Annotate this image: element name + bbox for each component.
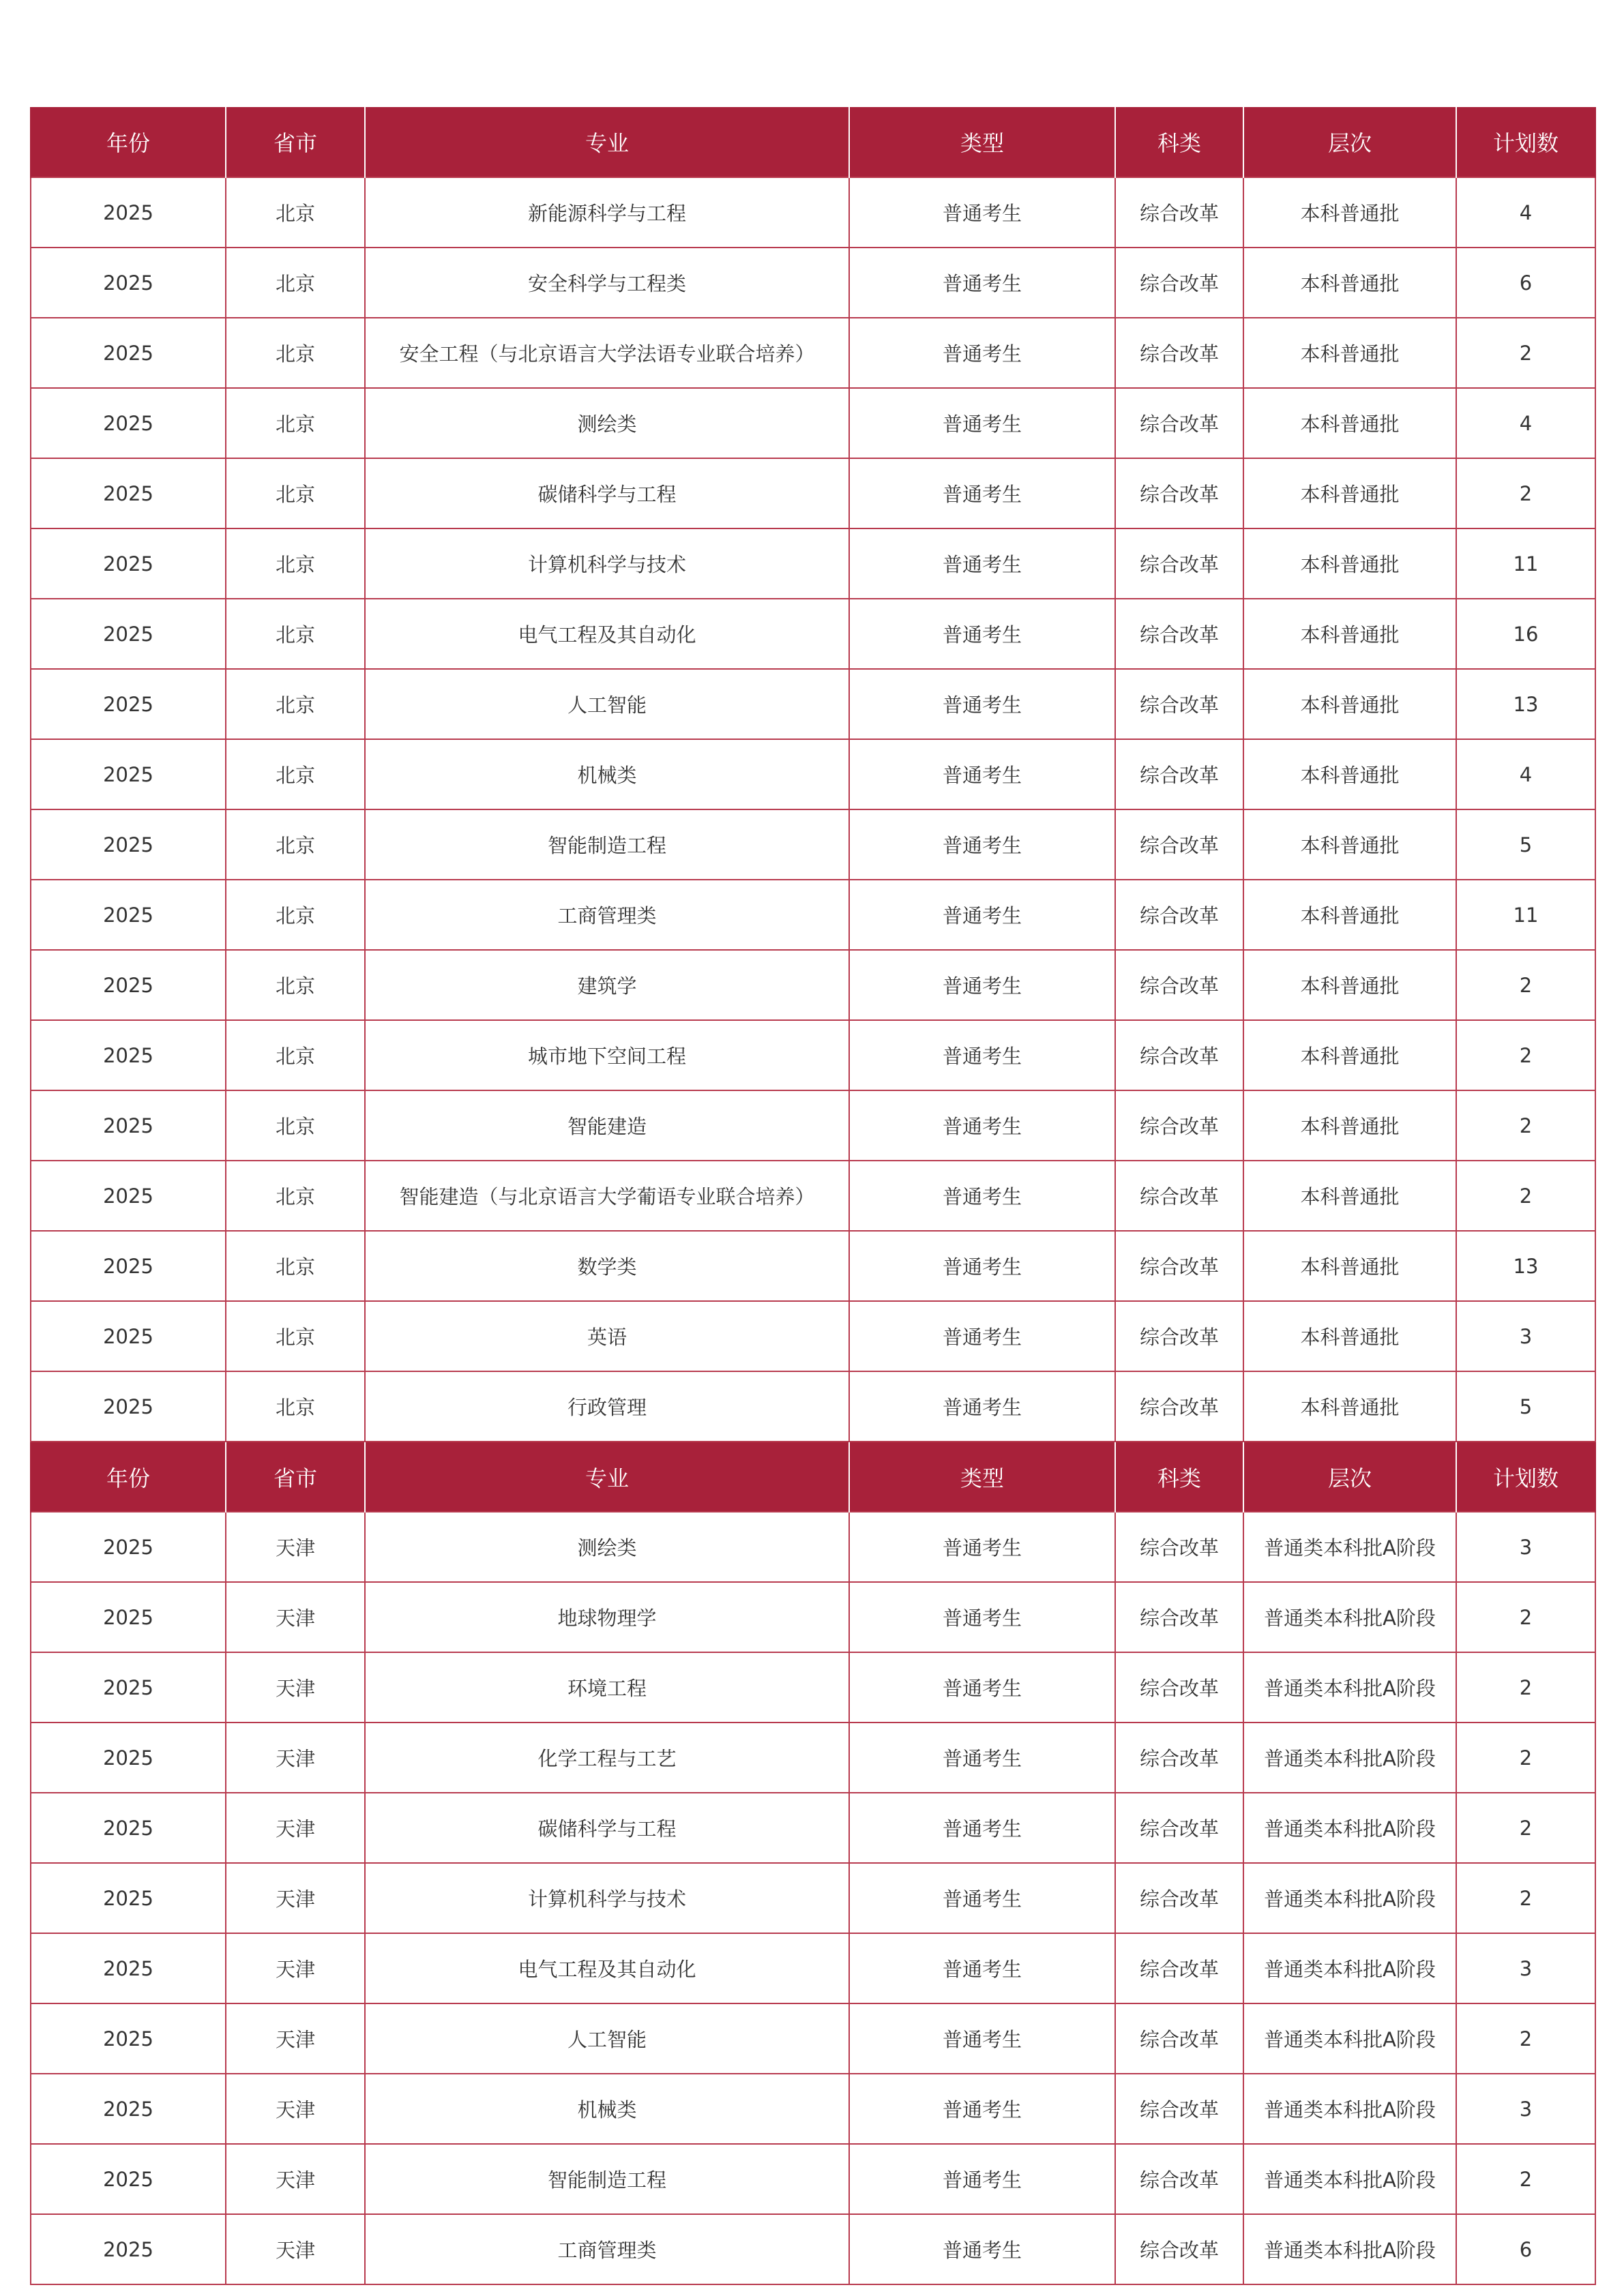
- cell-subject: 综合改革: [1115, 2144, 1243, 2214]
- cell-year: 2025: [31, 1793, 226, 1863]
- cell-year: 2025: [31, 318, 226, 388]
- cell-major: 安全科学与工程类: [365, 248, 849, 318]
- cell-plan-count: 2: [1456, 1863, 1595, 1933]
- table-row: [31, 1723, 1595, 1793]
- cell-year: 2025: [31, 950, 226, 1020]
- cell-year: 2025: [31, 1090, 226, 1161]
- cell-subject: 综合改革: [1115, 1723, 1243, 1793]
- cell-province: 北京: [226, 1301, 365, 1371]
- cell-plan-count: 5: [1456, 1371, 1595, 1442]
- cell-province: 天津: [226, 1723, 365, 1793]
- cell-province: 天津: [226, 2214, 365, 2284]
- cell-major: 人工智能: [365, 669, 849, 739]
- cell-province: 北京: [226, 1020, 365, 1090]
- cell-year: 2025: [31, 669, 226, 739]
- cell-student-type: 普通考生: [849, 2074, 1115, 2144]
- cell-subject: 综合改革: [1115, 1371, 1243, 1442]
- table-row: [31, 1933, 1595, 2003]
- cell-year: 2025: [31, 1723, 226, 1793]
- table-row: [31, 809, 1595, 880]
- cell-major: 工商管理类: [365, 880, 849, 950]
- cell-level: 普通类本科批A阶段: [1243, 2214, 1456, 2284]
- table-header-row: [31, 107, 1595, 177]
- cell-major: 安全工程（与北京语言大学法语专业联合培养）: [365, 318, 849, 388]
- cell-subject: 综合改革: [1115, 1090, 1243, 1161]
- column-header-year: 年份: [31, 107, 226, 177]
- cell-plan-count: 2: [1456, 2003, 1595, 2074]
- cell-subject: 综合改革: [1115, 458, 1243, 528]
- table-row: [31, 1512, 1595, 1582]
- cell-province: 天津: [226, 2144, 365, 2214]
- cell-subject: 综合改革: [1115, 388, 1243, 458]
- table-row: [31, 880, 1595, 950]
- cell-subject: 综合改革: [1115, 739, 1243, 809]
- cell-student-type: 普通考生: [849, 599, 1115, 669]
- cell-major: 新能源科学与工程: [365, 177, 849, 248]
- cell-student-type: 普通考生: [849, 1020, 1115, 1090]
- cell-plan-count: 2: [1456, 1793, 1595, 1863]
- cell-level: 普通类本科批A阶段: [1243, 1933, 1456, 2003]
- cell-student-type: 普通考生: [849, 248, 1115, 318]
- cell-level: 本科普通批: [1243, 1371, 1456, 1442]
- cell-subject: 综合改革: [1115, 177, 1243, 248]
- cell-subject: 综合改革: [1115, 1652, 1243, 1723]
- cell-year: 2025: [31, 2003, 226, 2074]
- table-row: [31, 950, 1595, 1020]
- column-header-level: 层次: [1243, 107, 1456, 177]
- cell-level: 本科普通批: [1243, 950, 1456, 1020]
- cell-year: 2025: [31, 1371, 226, 1442]
- cell-student-type: 普通考生: [849, 388, 1115, 458]
- column-header-year: 年份: [31, 1442, 226, 1512]
- cell-year: 2025: [31, 1161, 226, 1231]
- cell-major: 人工智能: [365, 2003, 849, 2074]
- cell-province: 北京: [226, 880, 365, 950]
- cell-plan-count: 3: [1456, 1933, 1595, 2003]
- column-header-major: 专业: [365, 1442, 849, 1512]
- cell-level: 本科普通批: [1243, 177, 1456, 248]
- column-header-province: 省市: [226, 1442, 365, 1512]
- cell-level: 普通类本科批A阶段: [1243, 1512, 1456, 1582]
- cell-student-type: 普通考生: [849, 528, 1115, 599]
- cell-level: 本科普通批: [1243, 318, 1456, 388]
- cell-plan-count: 6: [1456, 2214, 1595, 2284]
- cell-plan-count: 11: [1456, 880, 1595, 950]
- cell-student-type: 普通考生: [849, 1090, 1115, 1161]
- cell-level: 本科普通批: [1243, 599, 1456, 669]
- cell-plan-count: 3: [1456, 1301, 1595, 1371]
- cell-plan-count: 5: [1456, 809, 1595, 880]
- cell-major: 测绘类: [365, 388, 849, 458]
- cell-province: 北京: [226, 248, 365, 318]
- cell-province: 天津: [226, 1933, 365, 2003]
- cell-level: 普通类本科批A阶段: [1243, 1582, 1456, 1652]
- cell-province: 北京: [226, 950, 365, 1020]
- cell-province: 北京: [226, 599, 365, 669]
- cell-subject: 综合改革: [1115, 528, 1243, 599]
- cell-student-type: 普通考生: [849, 1723, 1115, 1793]
- cell-level: 本科普通批: [1243, 1090, 1456, 1161]
- cell-student-type: 普通考生: [849, 1371, 1115, 1442]
- cell-level: 普通类本科批A阶段: [1243, 1723, 1456, 1793]
- cell-subject: 综合改革: [1115, 599, 1243, 669]
- cell-plan-count: 3: [1456, 2074, 1595, 2144]
- cell-year: 2025: [31, 177, 226, 248]
- cell-subject: 综合改革: [1115, 1863, 1243, 1933]
- cell-student-type: 普通考生: [849, 458, 1115, 528]
- cell-year: 2025: [31, 2214, 226, 2284]
- cell-year: 2025: [31, 388, 226, 458]
- cell-year: 2025: [31, 2074, 226, 2144]
- table-row: [31, 669, 1595, 739]
- table-row: [31, 528, 1595, 599]
- cell-level: 本科普通批: [1243, 458, 1456, 528]
- table-row: [31, 2144, 1595, 2214]
- cell-province: 天津: [226, 2003, 365, 2074]
- column-header-student-type: 类型: [849, 107, 1115, 177]
- cell-plan-count: 6: [1456, 248, 1595, 318]
- cell-major: 英语: [365, 1301, 849, 1371]
- cell-province: 天津: [226, 1793, 365, 1863]
- cell-subject: 综合改革: [1115, 1793, 1243, 1863]
- table-row: [31, 1020, 1595, 1090]
- cell-year: 2025: [31, 880, 226, 950]
- admission-plan-table: [30, 107, 1596, 2285]
- cell-province: 北京: [226, 177, 365, 248]
- cell-province: 北京: [226, 669, 365, 739]
- column-header-level: 层次: [1243, 1442, 1456, 1512]
- cell-subject: 综合改革: [1115, 669, 1243, 739]
- cell-year: 2025: [31, 1301, 226, 1371]
- cell-student-type: 普通考生: [849, 1301, 1115, 1371]
- cell-plan-count: 11: [1456, 528, 1595, 599]
- cell-province: 天津: [226, 1652, 365, 1723]
- cell-major: 碳储科学与工程: [365, 458, 849, 528]
- cell-major: 计算机科学与技术: [365, 1863, 849, 1933]
- cell-major: 建筑学: [365, 950, 849, 1020]
- table-row: [31, 1652, 1595, 1723]
- cell-level: 普通类本科批A阶段: [1243, 1863, 1456, 1933]
- cell-year: 2025: [31, 809, 226, 880]
- cell-plan-count: 2: [1456, 950, 1595, 1020]
- table-row: [31, 388, 1595, 458]
- cell-province: 北京: [226, 1231, 365, 1301]
- table-header-row: [31, 1442, 1595, 1512]
- table-row: [31, 2074, 1595, 2144]
- cell-plan-count: 2: [1456, 1090, 1595, 1161]
- cell-year: 2025: [31, 528, 226, 599]
- cell-province: 北京: [226, 739, 365, 809]
- cell-student-type: 普通考生: [849, 1863, 1115, 1933]
- cell-level: 本科普通批: [1243, 1020, 1456, 1090]
- cell-year: 2025: [31, 1512, 226, 1582]
- cell-student-type: 普通考生: [849, 1231, 1115, 1301]
- cell-province: 天津: [226, 1863, 365, 1933]
- cell-major: 机械类: [365, 2074, 849, 2144]
- cell-plan-count: 2: [1456, 1582, 1595, 1652]
- table-row: [31, 1301, 1595, 1371]
- cell-subject: 综合改革: [1115, 950, 1243, 1020]
- cell-major: 计算机科学与技术: [365, 528, 849, 599]
- cell-student-type: 普通考生: [849, 2144, 1115, 2214]
- cell-level: 本科普通批: [1243, 388, 1456, 458]
- cell-level: 本科普通批: [1243, 1231, 1456, 1301]
- cell-student-type: 普通考生: [849, 318, 1115, 388]
- cell-student-type: 普通考生: [849, 809, 1115, 880]
- cell-plan-count: 3: [1456, 1512, 1595, 1582]
- cell-level: 普通类本科批A阶段: [1243, 1652, 1456, 1723]
- cell-province: 天津: [226, 1512, 365, 1582]
- cell-subject: 综合改革: [1115, 2003, 1243, 2074]
- table-row: [31, 177, 1595, 248]
- cell-plan-count: 13: [1456, 669, 1595, 739]
- cell-level: 本科普通批: [1243, 528, 1456, 599]
- cell-major: 智能制造工程: [365, 809, 849, 880]
- cell-plan-count: 4: [1456, 388, 1595, 458]
- cell-level: 本科普通批: [1243, 809, 1456, 880]
- column-header-subject: 科类: [1115, 1442, 1243, 1512]
- cell-major: 地球物理学: [365, 1582, 849, 1652]
- cell-province: 天津: [226, 1582, 365, 1652]
- table-body: [31, 107, 1595, 2284]
- cell-major: 数学类: [365, 1231, 849, 1301]
- cell-level: 本科普通批: [1243, 880, 1456, 950]
- cell-plan-count: 2: [1456, 318, 1595, 388]
- cell-subject: 综合改革: [1115, 1020, 1243, 1090]
- cell-province: 北京: [226, 1090, 365, 1161]
- cell-year: 2025: [31, 599, 226, 669]
- table-row: [31, 318, 1595, 388]
- cell-student-type: 普通考生: [849, 950, 1115, 1020]
- column-header-province: 省市: [226, 107, 365, 177]
- cell-subject: 综合改革: [1115, 880, 1243, 950]
- cell-level: 本科普通批: [1243, 1161, 1456, 1231]
- cell-subject: 综合改革: [1115, 1231, 1243, 1301]
- cell-subject: 综合改革: [1115, 1933, 1243, 2003]
- cell-major: 电气工程及其自动化: [365, 599, 849, 669]
- cell-year: 2025: [31, 1863, 226, 1933]
- column-header-major: 专业: [365, 107, 849, 177]
- cell-student-type: 普通考生: [849, 739, 1115, 809]
- cell-major: 智能建造（与北京语言大学葡语专业联合培养）: [365, 1161, 849, 1231]
- cell-year: 2025: [31, 739, 226, 809]
- table-row: [31, 1231, 1595, 1301]
- cell-subject: 综合改革: [1115, 318, 1243, 388]
- cell-student-type: 普通考生: [849, 177, 1115, 248]
- cell-student-type: 普通考生: [849, 1652, 1115, 1723]
- cell-subject: 综合改革: [1115, 2074, 1243, 2144]
- cell-level: 普通类本科批A阶段: [1243, 2144, 1456, 2214]
- cell-major: 电气工程及其自动化: [365, 1933, 849, 2003]
- table-row: [31, 1371, 1595, 1442]
- cell-plan-count: 2: [1456, 2144, 1595, 2214]
- cell-plan-count: 2: [1456, 1020, 1595, 1090]
- cell-subject: 综合改革: [1115, 809, 1243, 880]
- cell-plan-count: 4: [1456, 739, 1595, 809]
- cell-student-type: 普通考生: [849, 1582, 1115, 1652]
- cell-year: 2025: [31, 1652, 226, 1723]
- table-row: [31, 599, 1595, 669]
- cell-province: 北京: [226, 1371, 365, 1442]
- cell-plan-count: 2: [1456, 458, 1595, 528]
- column-header-plan-count: 计划数: [1456, 1442, 1595, 1512]
- cell-student-type: 普通考生: [849, 2214, 1115, 2284]
- column-header-subject: 科类: [1115, 107, 1243, 177]
- admission-plan-page: [30, 107, 1595, 2285]
- table-row: [31, 458, 1595, 528]
- column-header-plan-count: 计划数: [1456, 107, 1595, 177]
- column-header-student-type: 类型: [849, 1442, 1115, 1512]
- cell-major: 智能制造工程: [365, 2144, 849, 2214]
- cell-level: 普通类本科批A阶段: [1243, 2074, 1456, 2144]
- cell-student-type: 普通考生: [849, 2003, 1115, 2074]
- cell-subject: 综合改革: [1115, 1512, 1243, 1582]
- cell-year: 2025: [31, 2144, 226, 2214]
- cell-year: 2025: [31, 1933, 226, 2003]
- cell-major: 机械类: [365, 739, 849, 809]
- cell-year: 2025: [31, 248, 226, 318]
- cell-level: 普通类本科批A阶段: [1243, 1793, 1456, 1863]
- cell-level: 本科普通批: [1243, 739, 1456, 809]
- table-row: [31, 739, 1595, 809]
- cell-province: 北京: [226, 1161, 365, 1231]
- table-row: [31, 1582, 1595, 1652]
- cell-subject: 综合改革: [1115, 1161, 1243, 1231]
- cell-year: 2025: [31, 458, 226, 528]
- table-row: [31, 1793, 1595, 1863]
- cell-plan-count: 4: [1456, 177, 1595, 248]
- cell-province: 北京: [226, 458, 365, 528]
- table-row: [31, 2214, 1595, 2284]
- cell-major: 碳储科学与工程: [365, 1793, 849, 1863]
- cell-level: 普通类本科批A阶段: [1243, 2003, 1456, 2074]
- cell-student-type: 普通考生: [849, 1512, 1115, 1582]
- cell-plan-count: 2: [1456, 1723, 1595, 1793]
- table-row: [31, 248, 1595, 318]
- cell-major: 测绘类: [365, 1512, 849, 1582]
- cell-level: 本科普通批: [1243, 1301, 1456, 1371]
- table-row: [31, 1863, 1595, 1933]
- cell-province: 北京: [226, 809, 365, 880]
- cell-year: 2025: [31, 1020, 226, 1090]
- cell-level: 本科普通批: [1243, 248, 1456, 318]
- cell-student-type: 普通考生: [849, 1793, 1115, 1863]
- cell-student-type: 普通考生: [849, 1933, 1115, 2003]
- table-row: [31, 1090, 1595, 1161]
- cell-plan-count: 13: [1456, 1231, 1595, 1301]
- cell-major: 行政管理: [365, 1371, 849, 1442]
- cell-subject: 综合改革: [1115, 1582, 1243, 1652]
- cell-plan-count: 16: [1456, 599, 1595, 669]
- cell-major: 智能建造: [365, 1090, 849, 1161]
- cell-major: 化学工程与工艺: [365, 1723, 849, 1793]
- cell-province: 北京: [226, 318, 365, 388]
- cell-student-type: 普通考生: [849, 1161, 1115, 1231]
- table-row: [31, 2003, 1595, 2074]
- cell-province: 天津: [226, 2074, 365, 2144]
- cell-student-type: 普通考生: [849, 669, 1115, 739]
- cell-plan-count: 2: [1456, 1652, 1595, 1723]
- cell-province: 北京: [226, 388, 365, 458]
- cell-level: 本科普通批: [1243, 669, 1456, 739]
- table-row: [31, 1161, 1595, 1231]
- cell-major: 工商管理类: [365, 2214, 849, 2284]
- cell-major: 城市地下空间工程: [365, 1020, 849, 1090]
- cell-year: 2025: [31, 1582, 226, 1652]
- cell-student-type: 普通考生: [849, 880, 1115, 950]
- cell-subject: 综合改革: [1115, 248, 1243, 318]
- cell-subject: 综合改革: [1115, 1301, 1243, 1371]
- cell-subject: 综合改革: [1115, 2214, 1243, 2284]
- cell-year: 2025: [31, 1231, 226, 1301]
- cell-province: 北京: [226, 528, 365, 599]
- cell-plan-count: 2: [1456, 1161, 1595, 1231]
- cell-major: 环境工程: [365, 1652, 849, 1723]
